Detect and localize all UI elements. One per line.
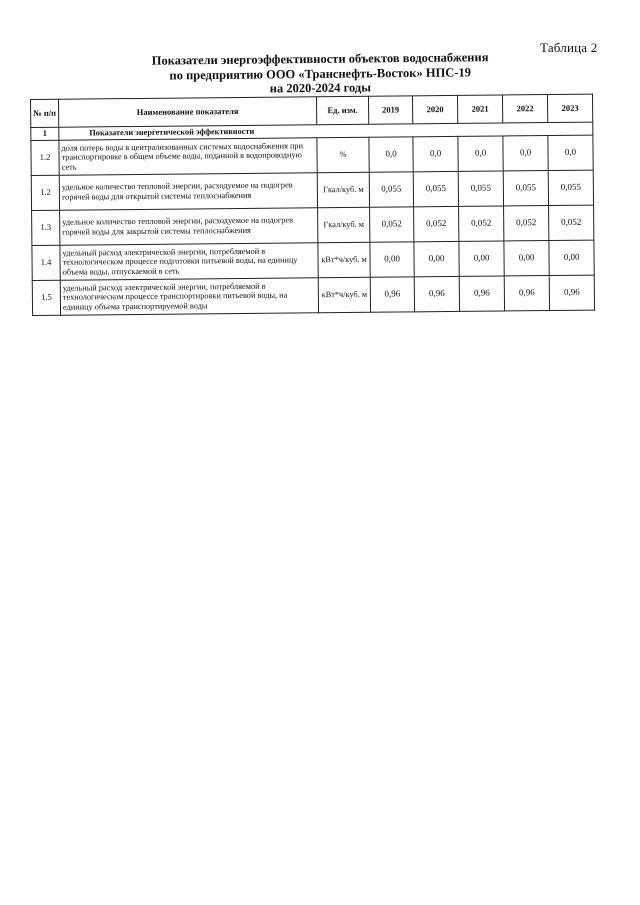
row-value: 0,00 <box>549 240 594 275</box>
row-value: 0,0 <box>458 136 503 171</box>
row-value: 0,00 <box>504 241 549 276</box>
header-year: 2023 <box>547 94 592 122</box>
row-num: 1.2 <box>31 175 59 210</box>
row-unit: Гкал/куб. м <box>317 172 369 207</box>
indicators-table-wrapper <box>30 94 594 316</box>
row-unit: % <box>317 137 369 172</box>
header-unit: Ед. изм. <box>316 96 368 124</box>
row-value: 0,052 <box>414 206 459 241</box>
title-line-3: на 2020-2024 годы <box>269 80 372 96</box>
row-value: 0,0 <box>413 136 458 171</box>
row-value: 0,00 <box>370 242 414 277</box>
row-unit: Гкал/куб. м <box>318 207 370 242</box>
row-value: 0,055 <box>503 171 548 206</box>
header-name: Наименование показателя <box>59 97 317 127</box>
row-value: 0,96 <box>549 275 594 310</box>
header-year: 2020 <box>412 95 457 123</box>
indicators-table <box>30 94 595 316</box>
row-value: 0,055 <box>369 172 413 207</box>
row-name: доля потерь воды в централизованных системах водоснабжения при транспортировке в общем объеме воды, поданной в водопроводную сеть <box>59 138 317 175</box>
row-value: 0,052 <box>370 207 414 242</box>
table-row <box>32 205 594 245</box>
row-value: 0,052 <box>459 206 504 241</box>
row-unit: кВт*ч/куб. м <box>318 242 370 277</box>
row-value: 0,96 <box>414 276 459 311</box>
row-num: 1.5 <box>32 280 60 315</box>
row-value: 0,052 <box>504 206 549 241</box>
table-number-label: Таблица 2 <box>540 40 598 55</box>
row-name: удельный расход электрической энергии, потребляемой в технологическом процессе подготовки питьевой воды, на единицу объема воды, отпускаемой в сеть <box>60 243 318 280</box>
row-value: 0,96 <box>370 277 414 312</box>
table-row <box>31 135 593 175</box>
row-num: 1.3 <box>32 210 60 245</box>
table-row <box>32 240 594 280</box>
row-value: 0,052 <box>549 205 594 240</box>
row-value: 0,055 <box>458 171 503 206</box>
row-value: 0,96 <box>504 276 549 311</box>
row-value: 0,055 <box>548 170 593 205</box>
row-value: 0,0 <box>548 135 593 170</box>
row-value: 0,00 <box>459 241 504 276</box>
section-title: Показатели энергетической эффективности <box>59 122 593 140</box>
row-name: удельное количество тепловой энергии, расходуемое на подогрев горячей воды для открытой системы теплоснабжения <box>59 173 317 210</box>
row-value: 0,0 <box>503 136 548 171</box>
table-row <box>31 170 593 210</box>
header-num: № п/п <box>31 99 59 127</box>
title-line-1: Показатели энергоэффективности объектов водоснабжения <box>151 50 489 68</box>
row-value: 0,96 <box>459 276 504 311</box>
header-year: 2019 <box>368 96 412 124</box>
row-unit: кВт*ч/куб. м <box>318 277 370 312</box>
title-line-2: по предприятию ООО «Транснефть-Восток» НПС-19 <box>169 64 472 82</box>
header-year: 2021 <box>457 95 502 123</box>
row-num: 1.4 <box>32 245 60 280</box>
row-name: удельный расход электрической энергии, потребляемой в технологическом процессе транспортировки питьевой воды, на единицу объема транспортируемой воды <box>60 278 318 315</box>
header-year: 2022 <box>502 95 547 123</box>
row-name: удельное количество тепловой энергии, расходуемое на подогрев горячей воды для закрытой системы теплоснабжения <box>60 208 318 245</box>
section-num: 1 <box>31 127 59 140</box>
document-title <box>120 50 520 98</box>
row-value: 0,0 <box>369 137 413 172</box>
table-row <box>32 275 594 315</box>
row-value: 0,00 <box>414 241 459 276</box>
row-value: 0,055 <box>413 171 458 206</box>
row-num: 1.2 <box>31 140 59 175</box>
